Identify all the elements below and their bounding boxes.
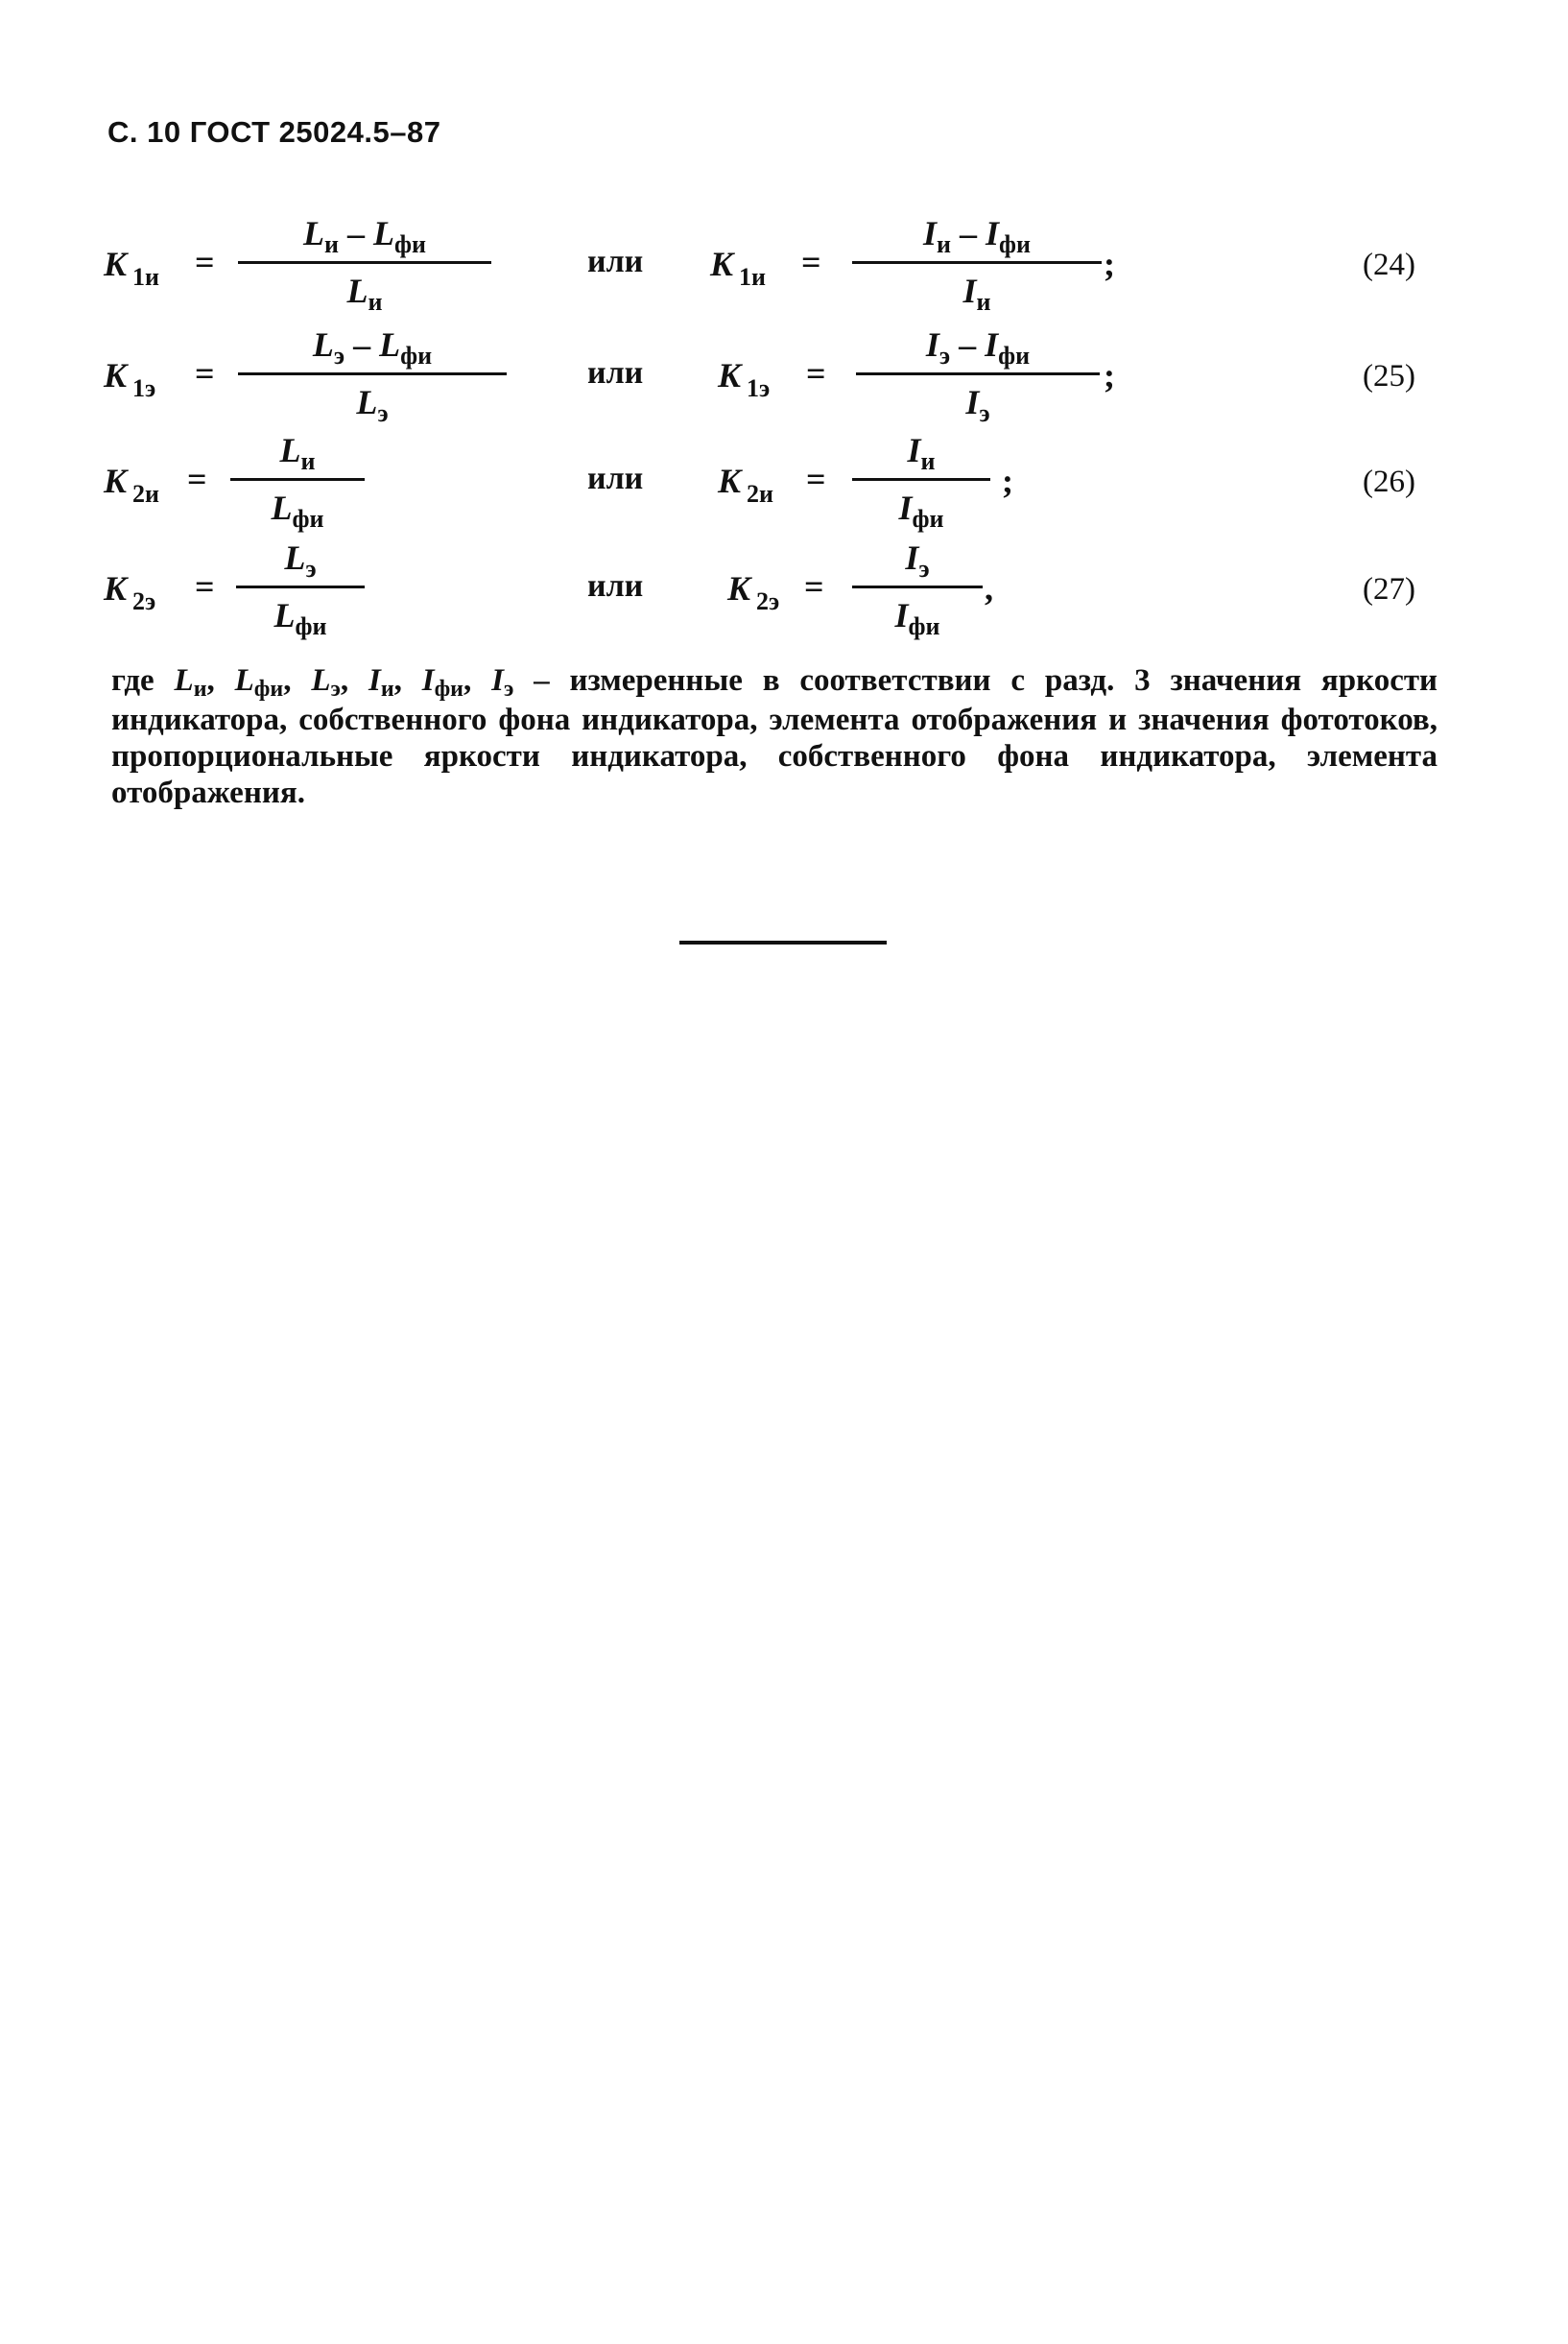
k-symbol: K $_{2и}$ [104,462,159,508]
equation-24 [0,213,1568,319]
numerator: $I_э$ [905,538,930,583]
k-symbol: K $_{2и}$ [718,462,773,508]
fraction-bar [852,586,983,588]
denominator: $I_{фи}$ [894,596,940,640]
denominator: $L_{фи}$ [271,489,324,533]
equals-sign: = [801,243,821,281]
equals-sign: = [195,354,215,393]
fraction-bar [236,586,365,588]
or-word: или [587,461,644,496]
numerator: $I_и - I_{фи}$ [923,214,1031,258]
equals-sign: = [187,460,207,498]
equals-sign: = [195,567,215,606]
denominator: $I_и$ [962,272,991,316]
equals-sign: = [806,460,826,498]
fraction [852,538,983,643]
punctuation: ; [1002,462,1013,500]
fraction [238,324,507,430]
fraction [236,538,365,643]
or-word: или [587,244,644,279]
denominator: $L_э$ [356,383,389,427]
equals-sign: = [806,354,826,393]
fraction-bar [852,478,990,481]
fraction [852,430,990,536]
fraction-bar [856,372,1100,375]
or-word: или [587,355,644,391]
k-symbol: K $_{1э}$ [104,356,156,402]
fraction-bar [230,478,365,481]
symbol-l-e: Lэ [311,663,341,702]
equals-sign: = [804,567,824,606]
equation-27 [0,538,1568,643]
k-symbol: K $_{1и}$ [710,245,766,291]
fraction-bar [238,372,507,375]
explanation-paragraph: где Lи, Lфи, Lэ, Iи, Iфи, Iэ – измеренные в соответствии с разд. 3 значения яркости индикатора, собственного фона индикатора, элемента отображения и значения фототоков, пропорциональные яркости индикатора, собственного фона индикатора, элемента отображения. [111,663,1438,810]
fraction-bar [852,261,1102,264]
symbol-l-fi: Lфи [234,663,284,702]
symbol-i-i: Iи [368,663,394,702]
denominator: $I_{фи}$ [898,489,944,533]
numerator: $I_э - I_{фи}$ [925,325,1031,370]
fraction [230,430,365,536]
explanation-text: – измеренные в соответствии с разд. 3 значения яркости индикатора, собственного фона индикатора, элемента отображения и значения фототоков, пропорциональные яркости индикатора, собственного фона индикатора, элемента отображения. [111,663,1438,810]
end-rule [679,941,887,945]
equation-number: (25) [1363,359,1415,394]
fraction [856,324,1100,430]
denominator: $L_и$ [346,272,383,316]
k-symbol: K $_{1и}$ [104,245,159,291]
equation-number: (24) [1363,248,1415,282]
k-symbol: K $_{2э}$ [727,569,780,615]
fraction [852,213,1102,319]
equation-26 [0,430,1568,536]
numerator: $L_и - L_{фи}$ [303,214,426,258]
page-header: С. 10 ГОСТ 25024.5–87 [107,115,441,149]
symbol-l-i: Lи [174,663,207,702]
symbol-i-fi: Iфи [421,663,464,702]
fraction-bar [238,261,491,264]
numerator: $L_э - L_{фи}$ [312,325,433,370]
numerator: $I_и$ [907,431,936,475]
punctuation: ; [1104,245,1115,283]
equation-number: (26) [1363,465,1415,499]
punctuation: ; [1104,356,1115,395]
symbol-i-e: Iэ [491,663,514,702]
fraction [238,213,491,319]
equals-sign: = [195,243,215,281]
k-symbol: K $_{1э}$ [718,356,771,402]
numerator: $L_э$ [284,538,317,583]
equation-25 [0,324,1568,430]
where-word: где [111,663,154,698]
denominator: $L_{фи}$ [273,596,327,640]
k-symbol: K $_{2э}$ [104,569,156,615]
denominator: $I_э$ [965,383,990,427]
numerator: $L_и$ [279,431,316,475]
equation-number: (27) [1363,572,1415,607]
or-word: или [587,568,644,604]
punctuation: , [985,569,993,608]
